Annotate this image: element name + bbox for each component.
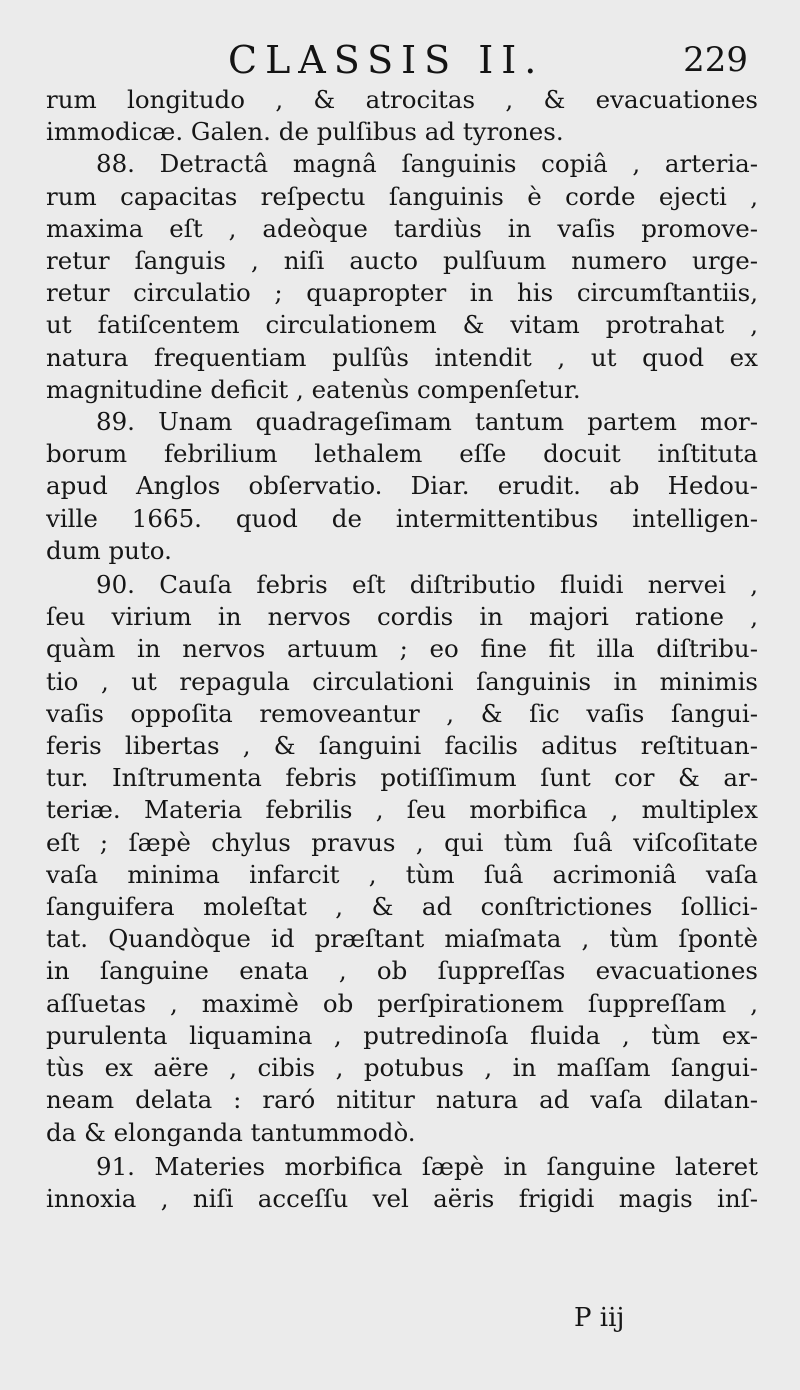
text-line: purulenta liquamina , putredinoſa fluida , tùm ex- — [46, 1020, 758, 1050]
text-line: ut fatiſcentem circulationem & vitam protrahat , — [46, 310, 758, 340]
text-line: feris libertas , & ſanguini facilis aditus reſtituan- — [46, 731, 758, 761]
text-line: eſt ; ſæpè chylus pravus , qui tùm ſuâ viſcoſitate — [46, 827, 758, 857]
text-line: retur ſanguis , niſi aucto pulſuum numero urge- — [46, 246, 758, 276]
page-number: 229 — [683, 40, 748, 80]
text-line: 90. Cauſa febris eſt diſtributio fluidi nervei , — [96, 570, 758, 600]
text-line: teriæ. Materia febrilis , ſeu morbifica , multiplex — [46, 795, 758, 825]
text-line: apud Anglos obſervatio. Diar. erudit. ab Hedou- — [46, 471, 758, 501]
text-line: neam delata : raró nititur natura ad vaſa dilatan- — [46, 1085, 758, 1115]
body-text — [46, 84, 758, 1215]
text-line: maxima eſt , adeòque tardiùs in vaſis promove- — [46, 213, 758, 243]
text-line: ſanguifera moleſtat , & ad conſtrictiones ſollici- — [46, 892, 758, 922]
text-line: tur. Inſtrumenta febris potiſſimum ſunt cor & ar- — [46, 763, 758, 793]
text-line: in ſanguine enata , ob ſuppreſſas evacuationes — [46, 956, 758, 986]
text-line: 88. Detractâ magnâ ſanguinis copiâ , arteria- — [96, 149, 758, 179]
text-line: retur circulatio ; quapropter in his circumſtantiis, — [46, 278, 758, 308]
text-line: rum capacitas reſpectu ſanguinis è corde ejecti , — [46, 181, 758, 211]
text-line: ſeu virium in nervos cordis in majori ratione , — [46, 602, 758, 632]
text-line: natura frequentiam pulſûs intendit , ut quod ex — [46, 342, 758, 372]
text-line: da & elonganda tantummodò. — [46, 1117, 416, 1147]
text-line: borum febrilium lethalem eſſe docuit inſtituta — [46, 439, 758, 469]
text-line: dum puto. — [46, 535, 172, 565]
text-line: vaſis oppoſita removeantur , & ſic vaſis ſangui- — [46, 698, 758, 728]
text-line: 89. Unam quadrageſimam tantum partem mor- — [96, 407, 758, 437]
text-line: aſſuetas , maximè ob perſpirationem ſuppreſſam , — [46, 988, 758, 1018]
text-line: innoxia , niſi acceſſu vel aëris frigidi magis inſ- — [46, 1183, 758, 1213]
text-line: rum longitudo , & atrocitas , & evacuationes — [46, 85, 758, 114]
text-line: quàm in nervos artuum ; eo fine fit illa diſtribu- — [46, 634, 758, 664]
text-line: tat. Quandòque id præſtant miaſmata , tùm ſpontè — [46, 924, 758, 954]
text-line: tùs ex aëre , cibis , potubus , in maſſam ſangui- — [46, 1053, 758, 1083]
text-line: immodicæ. Galen. de pulſibus ad tyrones. — [46, 117, 564, 147]
text-line: vaſa minima infarcit , tùm ſuâ acrimoniâ vaſa — [46, 859, 758, 889]
text-line: tio , ut repagula circulationi ſanguinis in minimis — [46, 666, 758, 696]
signature-mark: P iij — [574, 1303, 625, 1333]
text-line: magnitudine deficit , eatenùs compenſetur. — [46, 374, 581, 404]
running-head: CLASSIS II. — [228, 38, 545, 82]
text-line: 91. Materies morbifica ſæpè in ſanguine lateret — [96, 1151, 758, 1181]
text-line: ville 1665. quod de intermittentibus intelligen- — [46, 503, 758, 533]
